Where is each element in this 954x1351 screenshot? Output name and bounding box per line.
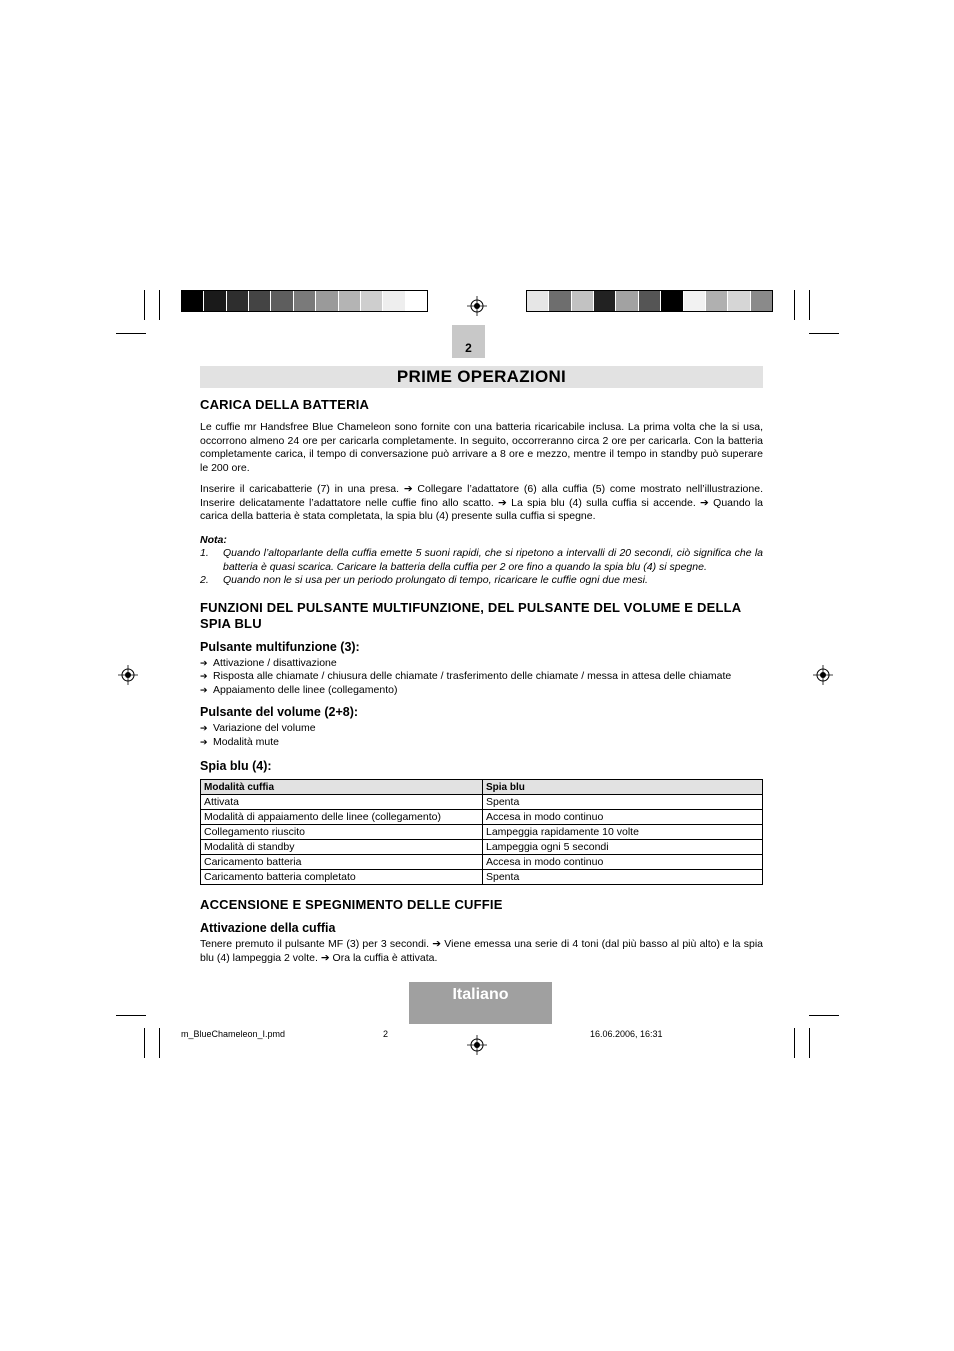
color-swatch (616, 291, 638, 311)
table-cell: Caricamento batteria (201, 855, 483, 870)
color-swatch (527, 291, 549, 311)
subheading-activation: Attivazione della cuffia (200, 921, 336, 935)
registration-mark-icon (813, 665, 833, 685)
language-tab: Italiano (409, 982, 552, 1024)
table-cell: Accesa in modo continuo (483, 810, 763, 825)
footer-date: 16.06.2006, 16:31 (590, 1029, 663, 1039)
table-header-row (201, 780, 763, 795)
note-item (200, 547, 763, 574)
note-item (200, 574, 763, 588)
list-item: ➔ Risposta alle chiamate / chiusura delle chiamate / trasferimento delle chiamate / messa in attesa delle chiamate (200, 670, 732, 682)
table-row (201, 855, 763, 870)
color-swatch (751, 291, 772, 311)
section-heading-charging: CARICA DELLA BATTERIA (200, 397, 370, 412)
table-row (201, 870, 763, 885)
color-swatch (661, 291, 683, 311)
table-row (201, 810, 763, 825)
table-cell: Accesa in modo continuo (483, 855, 763, 870)
table-cell: Spenta (483, 795, 763, 810)
crop-mark (809, 333, 839, 334)
table-cell: Collegamento riuscito (201, 825, 483, 840)
color-swatch (227, 291, 249, 311)
multifunction-list (200, 657, 763, 698)
subheading-blue-led: Spia blu (4): (200, 759, 272, 773)
registration-mark-icon (118, 665, 138, 685)
note-text: Quando non le si usa per un periodo prolungato di tempo, ricaricare le cuffie ogni due mesi. (223, 574, 648, 586)
table-cell: Modalità di appaiamento delle linee (collegamento) (201, 810, 483, 825)
color-swatch (316, 291, 338, 311)
table-header-cell: Spia blu (483, 780, 763, 795)
registration-mark-icon (467, 1035, 487, 1055)
list-item: ➔ Appaiamento delle linee (collegamento) (200, 683, 398, 696)
page-title: PRIME OPERAZIONI (200, 366, 763, 388)
color-swatch (594, 291, 616, 311)
table-row (201, 825, 763, 840)
table-cell: Attivata (201, 795, 483, 810)
page-number-tab (452, 325, 485, 358)
page-number: 2 (465, 341, 472, 355)
table-header-cell: Modalità cuffia (201, 780, 483, 795)
table-cell: Modalità di standby (201, 840, 483, 855)
crop-mark (794, 290, 795, 320)
subheading-multifunction: Pulsante multifunzione (3): (200, 639, 360, 654)
color-swatch (572, 291, 594, 311)
crop-mark (116, 1015, 146, 1016)
list-item: ➔ Attivazione / disattivazione (200, 656, 337, 669)
color-swatch (182, 291, 204, 311)
subheading-volume: Pulsante del volume (2+8): (200, 705, 359, 719)
color-swatch (549, 291, 571, 311)
color-swatch (361, 291, 383, 311)
color-swatch (684, 291, 706, 311)
color-swatch (339, 291, 361, 311)
table-cell: Lampeggia ogni 5 secondi (483, 840, 763, 855)
color-swatch (271, 291, 293, 311)
note-text: Quando l’altoparlante della cuffia emette 5 suoni rapidi, che si ripetono a intervalli di 20 secondi, ciò significa che la batteria è quasi scarica. Caricare la batteria della cuffia per 2 ore fino a quando la spia blu (4) si spegne. (223, 547, 763, 573)
color-calibration-bar-left (181, 290, 428, 312)
color-swatch (639, 291, 661, 311)
led-status-table (200, 779, 763, 885)
color-swatch (706, 291, 728, 311)
section-heading-functions: FUNZIONI DEL PULSANTE MULTIFUNZIONE, DEL PULSANTE DEL VOLUME E DELLA SPIA BLU (200, 599, 741, 631)
arrow-right-icon: ➔ (200, 736, 208, 747)
color-calibration-bar-right (526, 290, 773, 312)
table-row (201, 795, 763, 810)
crop-mark (144, 1028, 145, 1058)
note-list (200, 547, 763, 588)
paragraph: Le cuffie mr Handsfree Blue Chameleon sono fornite con una batteria ricaricabile inclusa. La prima volta che la si usa, occorrono almeno 24 ore per caricarla completamente. In seguito, occorreranno circa 2 ore per caricarla. Con la batteria completamente carica, il tempo di conversazione può arrivare a 8 ore e mezzo, mentre il tempo in standby può superare le 200 ore. (200, 421, 763, 474)
arrow-right-icon: ➔ (200, 657, 208, 668)
color-swatch (294, 291, 316, 311)
table-cell: Spenta (483, 870, 763, 885)
crop-mark (794, 1028, 795, 1058)
arrow-right-icon: ➔ (200, 723, 208, 733)
color-swatch (728, 291, 750, 311)
crop-mark (809, 290, 810, 320)
crop-mark (809, 1015, 839, 1016)
crop-mark (159, 290, 160, 320)
table-row (201, 840, 763, 855)
volume-list (200, 722, 763, 749)
section-heading-power: ACCENSIONE E SPEGNIMENTO DELLE CUFFIE (200, 897, 503, 912)
crop-mark (159, 1028, 160, 1058)
paragraph: Inserire il caricabatterie (7) in una presa. ➔ Collegare l’adattatore (6) alla cuffia (5) come mostrato nell’illustrazione. Inserire delicatamente l’adattatore nelle cuffie fino allo scatto. ➔ La spia blu (4) sulla cuffia si accende. ➔ Quando la carica della batteria è stata completata, la spia blu (4) presente sulla cuffia si spegne. (200, 483, 763, 522)
list-item: ➔ Modalità mute (200, 735, 279, 748)
table-cell: Lampeggia rapidamente 10 volte (483, 825, 763, 840)
arrow-right-icon: ➔ (200, 684, 208, 695)
list-item: ➔ Variazione del volume (200, 722, 316, 734)
crop-mark (809, 1028, 810, 1058)
registration-mark-icon (467, 296, 487, 316)
note-label: Nota: (200, 533, 227, 546)
paragraph: Tenere premuto il pulsante MF (3) per 3 secondi. ➔ Viene emessa una serie di 4 toni (dal più basso al più alto) e la spia blu (4) lampeggia 2 volte. ➔ Ora la cuffia è attivata. (200, 938, 763, 964)
footer-filename: m_BlueChameleon_I.pmd (181, 1029, 286, 1039)
color-swatch (383, 291, 405, 311)
table-cell: Caricamento batteria completato (201, 870, 483, 885)
color-swatch (406, 291, 427, 311)
note-number: 2. (200, 574, 209, 586)
crop-mark (116, 333, 146, 334)
footer-page: 2 (383, 1029, 389, 1039)
color-swatch (249, 291, 271, 311)
color-swatch (204, 291, 226, 311)
crop-mark (144, 290, 145, 320)
note-number: 1. (200, 547, 209, 559)
arrow-right-icon: ➔ (200, 671, 208, 681)
document-content (200, 366, 763, 973)
